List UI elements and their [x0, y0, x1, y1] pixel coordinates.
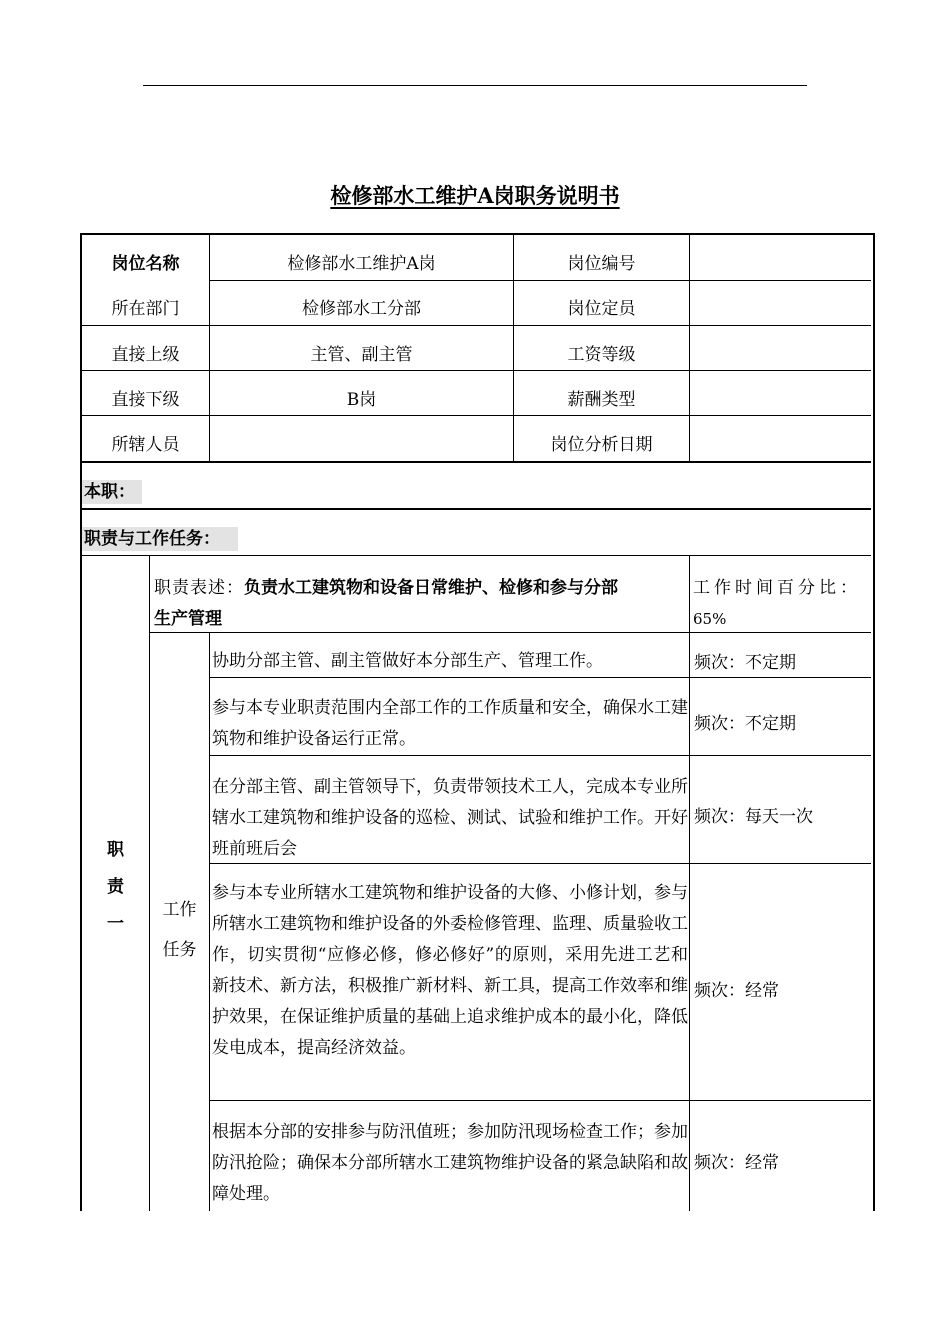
- label-headcount: 岗位定员: [567, 299, 636, 319]
- value-salary-grade: [690, 340, 871, 371]
- task-1-frequency: 频次：不定期: [694, 653, 796, 673]
- task-4-text: 参与本专业所辖水工建筑物和维护设备的大修、小修计划，参与所辖水工建筑物和维护设备的外委检修管理、监理、质量验收工作，切实贯彻“应修必修，修必修好”的原则，采用先进工艺和新技术、新方法，积极推广新材料、新工具，提高工作效率和维护效果，在保证维护质量的基础上追求维护成本的最小化，降低发电成本，提高经济效益。: [212, 883, 688, 1058]
- task-2-text: 参与本专业职责范围内全部工作的工作质量和安全，确保水工建筑物和维护设备运行正常。: [212, 698, 688, 749]
- label-salary-grade: 工资等级: [567, 345, 636, 365]
- duty-one-label: 职 责 一: [107, 840, 124, 934]
- task-3-text: 在分部主管、副主管领导下，负责带领技术工人，完成本专业所辖水工建筑物和维护设备的巡检、测试、试验和维护工作。开好班前班后会: [212, 777, 688, 859]
- time-percent: 工作时间百分比： 65%: [693, 578, 861, 628]
- value-analysis-date: [690, 430, 871, 461]
- job-description-table: [80, 233, 875, 1211]
- value-superior: 主管、副主管: [310, 345, 413, 365]
- value-position-name: 检修部水工维护A岗: [287, 254, 436, 274]
- label-position-code: 岗位编号: [567, 254, 636, 274]
- duty-statement: 职责表述：负责水工建筑物和设备日常维护、检修和参与分部 生产管理: [154, 578, 618, 629]
- value-headcount: [690, 294, 871, 325]
- label-staff: 所辖人员: [111, 435, 180, 455]
- work-task-label: 工作 任务: [162, 900, 197, 960]
- duty-section-label: 本职：: [82, 480, 142, 504]
- label-superior: 直接上级: [111, 345, 180, 365]
- label-position-name: 岗位名称: [111, 254, 180, 274]
- value-subordinate: B岗: [346, 390, 377, 410]
- task-2-frequency: 频次：不定期: [694, 714, 796, 734]
- header-rule: [143, 85, 807, 86]
- task-1-text: 协助分部主管、副主管做好本分部生产、管理工作。: [212, 651, 603, 671]
- value-position-code: [690, 249, 871, 280]
- label-department: 所在部门: [111, 299, 180, 319]
- label-pay-type: 薪酬类型: [567, 390, 636, 410]
- value-staff: [210, 430, 513, 461]
- document-title: 检修部水工维护A岗职务说明书: [330, 183, 620, 208]
- task-5-frequency: 频次：经常: [694, 1153, 779, 1173]
- label-subordinate: 直接下级: [111, 390, 180, 410]
- task-5-text: 根据本分部的安排参与防汛值班；参加防汛现场检查工作；参加防汛抢险；确保本分部所辖水工建筑物维护设备的紧急缺陷和故障处理。: [212, 1122, 688, 1204]
- value-department: 检修部水工分部: [302, 299, 421, 319]
- value-pay-type: [690, 385, 871, 416]
- task-4-frequency: 频次：经常: [694, 981, 779, 1001]
- label-analysis-date: 岗位分析日期: [550, 435, 653, 455]
- task-3-frequency: 频次：每天一次: [694, 807, 813, 827]
- tasks-section-label: 职责与工作任务：: [82, 527, 238, 551]
